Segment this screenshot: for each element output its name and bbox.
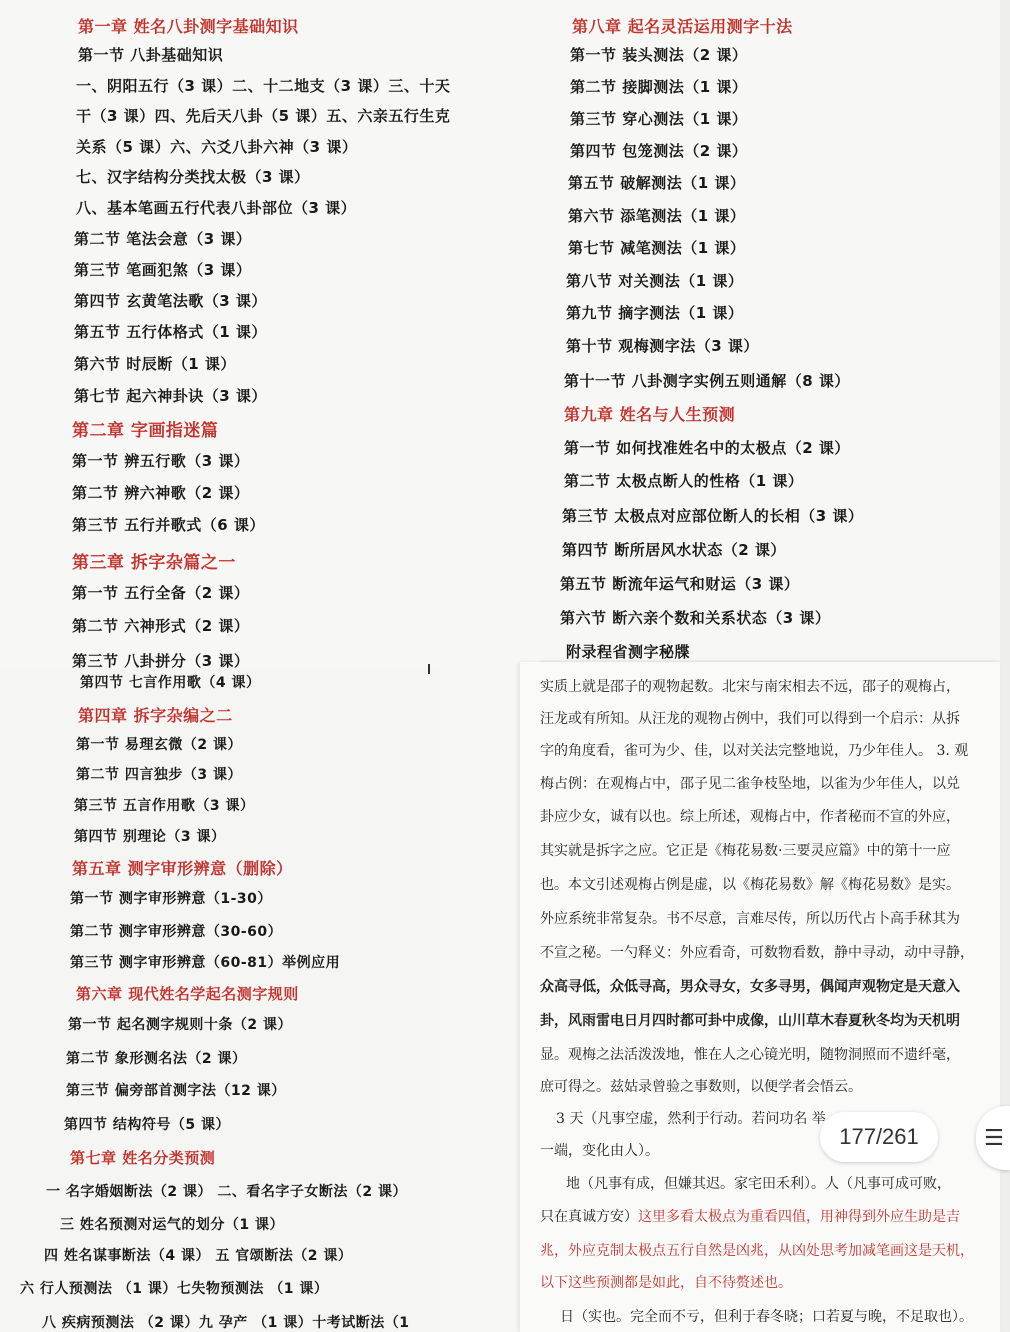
chapter-5-heading: 第五章 测字审形辨意（删除） [72,859,293,878]
toc-line: 第四节 包笼测法（2 课） [570,142,748,160]
toc-line: 第二节 接脚测法（1 课） [570,78,748,96]
chapter-1-heading: 第一章 姓名八卦测字基础知识 [78,17,299,36]
toc-line: 第六节 断六亲个数和关系状态（3 课） [560,609,831,627]
toc-line: 第六节 时辰断（1 课） [74,355,236,373]
toc-line: 三 姓名预测对运气的划分（1 课） [60,1217,284,1233]
paragraph-line: 梅占例：在观梅占中，邵子见二雀争枝坠地，以雀为少年佳人，以兑 [540,776,960,792]
toc-line: 第三节 五行并歌式（6 课） [72,516,265,534]
toc-line: 八、基本笔画五行代表八卦部位（3 课） [76,199,357,217]
toc-line: 第三节 穿心测法（1 课） [570,110,748,128]
toc-line: 第二节 太极点断人的性格（1 课） [564,472,804,490]
toc-line: 第三节 五言作用歌（3 课） [74,798,255,814]
paragraph-line: 日（实也。完全而不亏，但利于春冬晓；口若夏与晚，不足取也）。 [560,1309,973,1325]
bottom-right-page-sheet [520,662,1000,1332]
toc-line: 第四节 玄黄笔法歌（3 课） [74,292,267,310]
toc-line: 第五节 破解测法（1 课） [568,174,746,192]
toc-line: 干（3 课）四、先后天八卦（5 课）五、六亲五行生克 [76,107,451,125]
chapter-8-heading: 第八章 起名灵活运用测字十法 [572,17,793,36]
toc-line: 四 姓名谋事断法（4 课） 五 官颂断法（2 课） [44,1248,353,1264]
right-page-sheet [540,0,1000,660]
toc-line: 第二节 笔法会意（3 课） [74,230,252,248]
toc-line: 第三节 笔画犯煞（3 课） [74,261,252,279]
toc-line: 第一节 测字审形辨意（1-30） [70,891,272,907]
toc-line: 第二节 象形测名法（2 课） [66,1051,247,1067]
paragraph-line: 汪龙或有所知。从汪龙的观物占例中，我们可以得到一个启示：从拆 [540,711,960,727]
toc-line: 第五节 断流年运气和财运（3 课） [560,575,800,593]
paragraph-line [540,1206,960,1226]
toc-line: 第一节 五行全备（2 课） [72,584,250,602]
toc-line: 第四节 断所居风水状态（2 课） [562,541,786,559]
chapter-2-heading: 第二章 字画指迷篇 [72,421,219,441]
toc-line: 第三节 八卦拼分（3 课） [72,652,250,670]
paragraph-line: 外应系统非常复杂。书不尽意，言难尽传，所以历代占卜高手秫其为 [540,911,960,927]
toc-line: 七、汉字结构分类找太极（3 课） [76,168,310,186]
toc-line: 第九节 摘字测法（1 课） [566,304,744,322]
toc-line: 第四节 七言作用歌（4 课） [80,675,261,691]
toc-line: 第二节 四言独步（3 课） [76,767,242,783]
toc-line: 第十节 观梅测字法（3 课） [566,337,759,355]
crop-mark [428,664,430,674]
toc-line: 第二节 辨六神歌（2 课） [72,484,250,502]
toc-line: 一、阴阳五行（3 课）二、十二地支（3 课）三、十天 [76,77,451,95]
toc-line: 第四节 别理论（3 课） [74,829,226,845]
highlighted-fragment: 这里多看太极点为重看四值，用神得到外应生助是吉 [638,1209,960,1225]
chapter-6-heading: 第六章 现代姓名学起名测字规则 [76,985,299,1003]
toc-line: 关系（5 课）六、六爻八卦六神（3 课） [76,138,358,156]
paragraph-line: 地（凡事有成，但嫌其迟。家宅田禾利）。人（凡事可成可败， [566,1176,951,1192]
toc-line: 一 名字婚姻断法（2 课） 二、看名字子女断法（2 课） [46,1184,407,1200]
toc-line: 第四节 结构符号（5 课） [64,1117,230,1133]
toc-line: 第七节 减笔测法（1 课） [568,239,746,257]
paragraph-line: 其实就是拆字之应。它正是《梅花易数·三要灵应篇》中的第十一应 [540,843,951,859]
toc-line: 第一节 易理玄微（2 课） [76,737,242,753]
toc-line: 第三节 测字审形辨意（60-81）举例应用 [70,955,341,971]
toc-line: 第一节 八卦基础知识 [78,46,224,64]
toc-line: 第七节 起六神卦诀（3 课） [74,387,267,405]
chapter-7-heading: 第七章 姓名分类预测 [70,1149,216,1167]
paragraph-line: 庶可得之。兹姑录曾验之事数则，以便学者会悟云。 [540,1079,862,1095]
toc-line: 第二节 测字审形辨意（30-60） [70,924,283,940]
toc-line: 第三节 偏旁部首测字法（12 课） [66,1083,286,1099]
chapter-3-heading: 第三章 拆字杂篇之一 [72,553,236,573]
toc-line: 第一节 辨五行歌（3 课） [72,452,250,470]
paragraph-line: 显。观梅之法活泼泼地，惟在人之心镜光明，随物洞照而不遗纤毫， [540,1047,960,1063]
chapter-9-heading: 第九章 姓名与人生预测 [564,405,736,424]
toc-line: 第三节 太极点对应部位断人的长相（3 课） [562,507,864,525]
paragraph-line: 卦应少女，诚有以也。综上所述，观梅占中，作者秘而不宣的外应， [540,809,960,825]
toc-line: 第一节 装头测法（2 课） [570,46,748,64]
toc-line: 第一节 如何找准姓名中的太极点（2 课） [564,439,850,457]
page-counter: 177/261 [820,1112,938,1162]
paragraph-line: 卦，风雨雷电日月四时都可卦中成像，山川草木春夏秋冬均为天机明 [540,1013,960,1029]
toc-line: 第五节 五行体格式（1 课） [74,323,267,341]
paragraph-line: 众高寻低，众低寻高，男众寻女，女多寻男，偶闻声观物定是天意入 [540,979,960,995]
paragraph-fragment: 只在真诚方安） [540,1209,638,1225]
toc-line: 第六节 添笔测法（1 课） [568,207,746,225]
chapter-4-heading: 第四章 拆字杂编之二 [78,706,233,725]
toc-line: 第二节 六神形式（2 课） [72,617,250,635]
paragraph-line: 不宣之秘。一勺释义：外应看奇，可数物看数，静中寻动，动中寻静， [540,945,974,961]
toc-line: 八 疾病预测法 （2 课）九 孕产 （1 课）十考试断法（1 [42,1315,410,1331]
highlighted-line: 以下这些预测都是如此，自不待赘述也。 [540,1275,792,1291]
menu-icon[interactable]: ☰ [984,1125,1004,1151]
toc-line: 六 行人预测法 （1 课）七失物预测法 （1 课） [20,1281,329,1297]
paragraph-line: 3 天（凡事空虚，然利于行动。若问功名 举 [556,1111,826,1127]
paragraph-line: 一端，变化由人）。 [540,1143,659,1159]
toc-line: 第八节 对关测法（1 课） [566,272,744,290]
paragraph-line: 实质上就是邵子的观物起数。北宋与南宋相去不远，邵子的观梅占， [540,679,960,695]
paragraph-line: 字的角度看，雀可为少、佳，以对关法完整地说，乃少年佳人。 3. 观 [540,743,969,759]
highlighted-line: 兆，外应克制太极点五行自然是凶兆，从凶处思考加减笔画这是天机， [540,1243,974,1259]
toc-line: 第十一节 八卦测字实例五则通解（8 课） [564,372,850,390]
appendix-heading: 附录程省测字秘牒 [566,643,691,661]
paragraph-line: 也。本文引述观梅占例是虚，以《梅花易数》解《梅花易数》是实。 [540,877,960,893]
toc-line: 第一节 起名测字规则十条（2 课） [68,1017,292,1033]
